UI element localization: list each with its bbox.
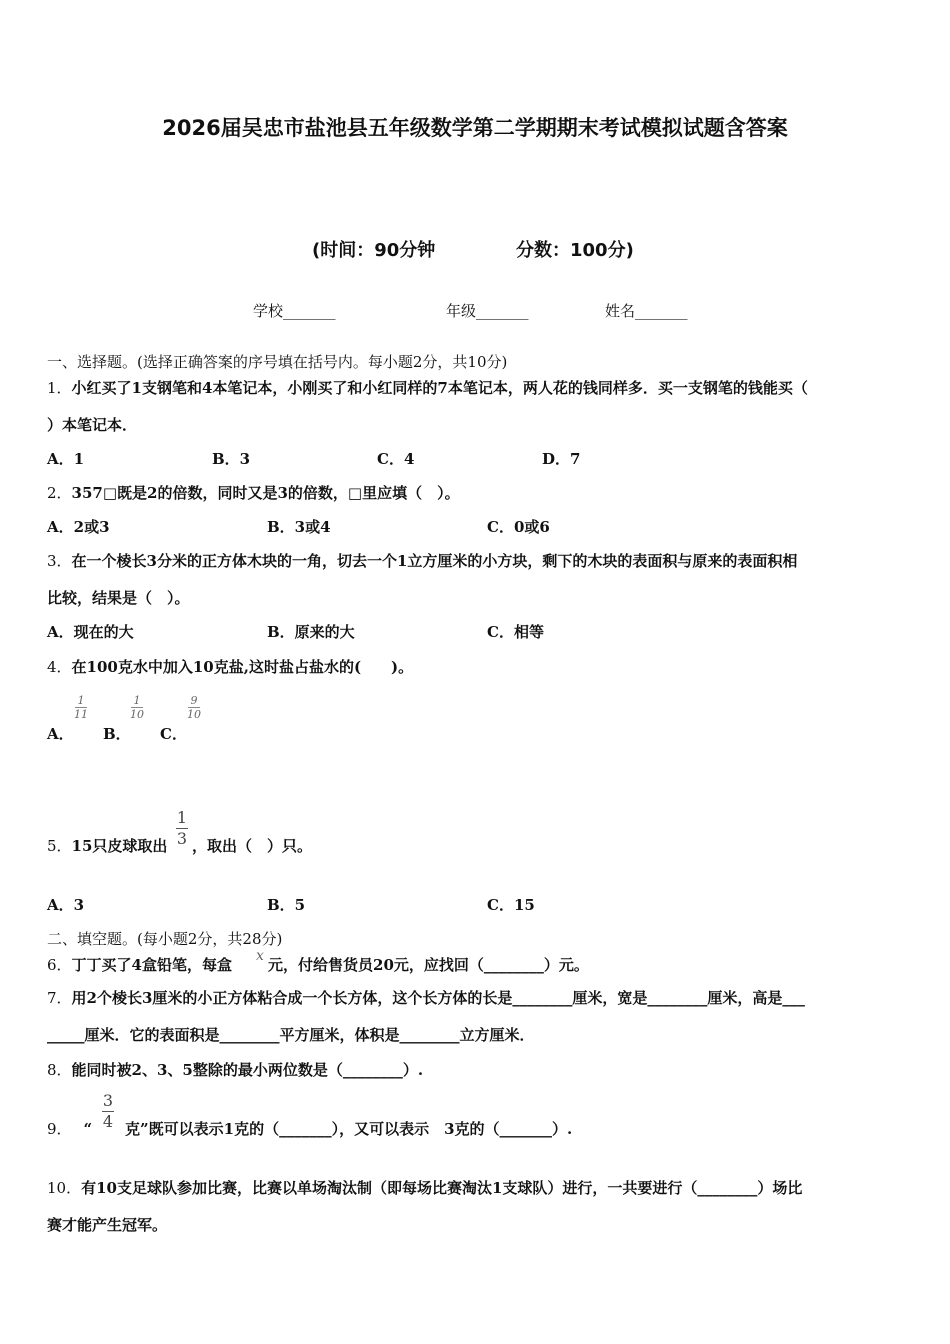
denominator: 10 — [187, 708, 201, 721]
option-b: B． — [103, 725, 131, 743]
option-b: B．原来的大 — [267, 623, 355, 641]
option-c: C．0或6 — [487, 518, 550, 536]
question-number: 1． — [47, 379, 72, 397]
option-c: C． — [160, 725, 187, 743]
question-3-cont: 比较，结果是（ ）。 — [47, 589, 190, 607]
question-10 — [47, 1177, 802, 1198]
question-text: 在一个棱长3分米的正方体木块的一角，切去一个1立方厘米的小方块，剩下的木块的表面积与原来的表面积相 — [71, 552, 798, 570]
question-text: 在100克水中加入10克盐,这时盐占盐水的( )。 — [71, 658, 414, 676]
option-b: B．3或4 — [267, 518, 331, 536]
option-a: A．3 — [47, 896, 85, 914]
question-text: 15只皮球取出 — [71, 837, 168, 855]
section-two-heading: 二、填空题。(每小题2分，共28分) — [47, 930, 283, 948]
option-a: A． — [47, 725, 74, 743]
numerator: 9 — [190, 694, 198, 707]
option-d: D．7 — [542, 450, 581, 468]
denominator: 4 — [102, 1112, 114, 1131]
numerator: 1 — [176, 808, 188, 827]
question-number: 2． — [47, 484, 72, 502]
fraction-option-a — [74, 695, 88, 720]
fraction-three-quarters — [102, 1092, 114, 1131]
question-text-b: 元，付给售货员20元，应找回（________）元。 — [268, 956, 589, 974]
denominator: 10 — [130, 708, 144, 721]
question-text-b: 克”既可以表示1克的（_______），又可以表示 3克的（_______）. — [125, 1120, 573, 1138]
denominator: 3 — [176, 829, 188, 848]
fraction-option-c — [187, 695, 201, 720]
question-text: 有10支足球队参加比赛，比赛以单场淘汰制（即每场比赛淘汰1支球队）进行，一共要进行（________）场比 — [81, 1179, 803, 1197]
question-3 — [47, 550, 797, 571]
school-field: 学校_______ — [253, 302, 336, 320]
option-c: C．15 — [487, 896, 535, 914]
fraction-option-b — [130, 695, 144, 720]
option-c: C．4 — [377, 450, 415, 468]
fraction-one-third — [176, 809, 188, 848]
section-one-heading: 一、选择题。(选择正确答案的序号填在括号内。每小题2分，共10分) — [47, 353, 508, 371]
question-number: 9． — [47, 1120, 72, 1138]
numerator: 1 — [133, 694, 141, 707]
exam-time: (时间：90分钟 — [312, 240, 436, 261]
question-text-b: ，取出（ ）只。 — [192, 837, 313, 855]
variable-x: x — [256, 948, 264, 964]
question-1 — [47, 377, 808, 398]
question-7-cont: _____厘米．它的表面积是________平方厘米，体积是________立方厘米． — [47, 1026, 535, 1044]
denominator: 11 — [74, 708, 88, 721]
option-a: A．2或3 — [47, 518, 110, 536]
question-number: 5． — [47, 837, 72, 855]
question-number: 6． — [47, 956, 72, 974]
numerator: 1 — [77, 694, 85, 707]
question-8 — [47, 1059, 423, 1080]
exam-score: 分数：100分) — [516, 240, 634, 261]
question-7 — [47, 987, 805, 1008]
option-a: A．现在的大 — [47, 623, 134, 641]
open-quote: “ — [83, 1120, 93, 1138]
question-text: 用2个棱长3厘米的小正方体粘合成一个长方体，这个长方体的长是________厘米，宽是________厘米，高是___ — [71, 989, 805, 1007]
question-4 — [47, 656, 413, 677]
question-9 — [47, 1118, 92, 1139]
question-6 — [47, 954, 232, 975]
grade-field: 年级_______ — [446, 302, 529, 320]
question-number: 3． — [47, 552, 72, 570]
question-text: 能同时被2、3、5整除的最小两位数是（________）. — [71, 1061, 424, 1079]
option-b: B．5 — [267, 896, 306, 914]
question-2 — [47, 482, 460, 503]
page-title: 2026届吴忠市盐池县五年级数学第二学期期末考试模拟试题含答案 — [162, 116, 788, 140]
question-number: 8． — [47, 1061, 72, 1079]
question-number: 7． — [47, 989, 72, 1007]
question-1-cont: ）本笔记本． — [47, 416, 138, 434]
option-a: A．1 — [47, 450, 85, 468]
numerator: 3 — [102, 1091, 114, 1110]
question-text: 小红买了1支钢笔和4本笔记本，小刚买了和小红同样的7本笔记本，两人花的钱同样多．买一支钢笔的钱能买（ — [71, 379, 808, 397]
question-number: 10． — [47, 1179, 82, 1197]
question-number: 4． — [47, 658, 72, 676]
name-field: 姓名_______ — [605, 302, 688, 320]
option-c: C．相等 — [487, 623, 544, 641]
question-text: 丁丁买了4盒铅笔，每盒 — [71, 956, 232, 974]
option-b: B．3 — [212, 450, 251, 468]
question-10-cont: 赛才能产生冠军。 — [47, 1216, 168, 1234]
question-5 — [47, 835, 167, 856]
question-text: 357□既是2的倍数，同时又是3的倍数，□里应填（ ）。 — [71, 484, 460, 502]
